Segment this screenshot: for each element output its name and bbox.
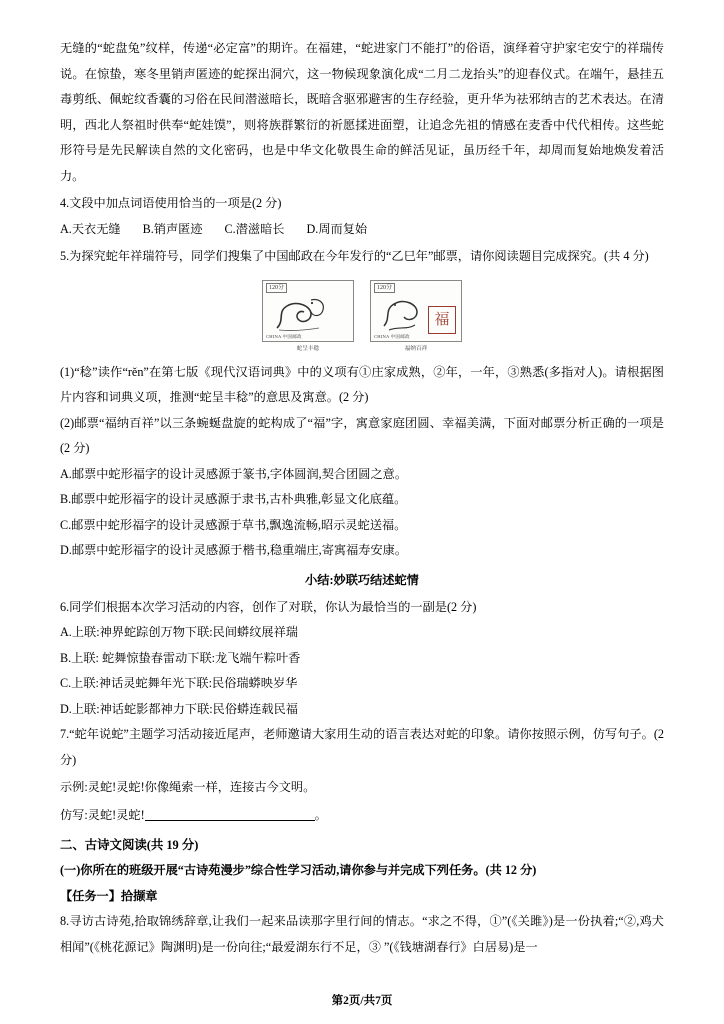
q6-option-d-bottom: 下联:民俗蟒连载民福	[184, 701, 298, 716]
stamp-country-text-2: CHINA 中国邮政	[374, 333, 410, 339]
question-5-sub1: (1)“稔”读作“rěn”在第七版《现代汉语词典》中的义项有①庄家成熟，②年，一年，③熟悉(多指对人)。请根据图片内容和词典义项，推测“蛇呈丰稔”的意思及寓意。(2 分)	[60, 364, 664, 404]
stamp-caption-2: 福纳百祥	[404, 345, 428, 352]
task-1-title: 【任务一】拾撷章	[60, 888, 158, 903]
q4-option-d[interactable]: D.周而复始	[306, 221, 368, 236]
stamp-denomination-1: 120分	[266, 283, 287, 293]
question-4-options	[60, 217, 664, 243]
question-5-stem: 5.为探究蛇年祥瑞符号，同学们搜集了中国邮政在今年发行的“乙巳年”邮票，请你阅读题目完成探究。(共 4 分)	[60, 249, 649, 263]
q5-option-b[interactable]: B.邮票中蛇形福字的设计灵感源于隶书,古朴典雅,彰显文化底蕴。	[60, 492, 407, 506]
q4-option-c[interactable]: C.潜滋暗长	[224, 221, 285, 236]
stamp-denomination-2: 120分	[374, 283, 395, 293]
q5-option-a[interactable]: A.邮票中蛇形福字的设计灵感源于篆书,字体圆润,契合团圆之意。	[60, 466, 408, 481]
stamp-image-snake-harvest	[262, 280, 354, 342]
q6-option-c[interactable]	[60, 671, 664, 697]
question-7-example: 示例:灵蛇!灵蛇!你像绳索一样，连接古今文明。	[60, 780, 316, 794]
stamp-figure-group	[60, 280, 664, 352]
section-2-subtitle: (一)你所在的班级开展“古诗苑漫步”综合性学习活动,请你参与并完成下列任务。(共 12 分)	[60, 863, 537, 877]
stamp-item-2	[370, 280, 462, 352]
q6-option-d-top: D.上联:神话蛇影都神力	[60, 701, 185, 716]
q6-option-b[interactable]	[60, 646, 664, 672]
q6-option-b-top: B.上联: 蛇舞惊蛰春雷动	[60, 650, 188, 665]
question-4-stem: 4.文段中加点词语使用恰当的一项是(2 分)	[60, 196, 282, 210]
q6-option-a[interactable]	[60, 620, 664, 646]
question-7-answer-blank[interactable]	[145, 807, 315, 821]
question-7-answer-end: 。	[314, 807, 327, 822]
summary-line: 小结:妙联巧结述蛇情	[305, 572, 419, 587]
paragraph-snake-culture: 无缝的“蛇盘兔”纹样，传递“必定富”的期许。在福建，“蛇进家门不能打”的俗语，演绎着守护家宅安宁的祥瑞传说。在惊蛰，寒冬里销声匿迹的蛇探出洞穴，这一物候现象演化成“二月二龙抬头”的迎春仪式。在端午，悬挂五毒剪纸、佩蛇纹香囊的习俗在民间潜滋暗长，既暗含驱邪避害的生存经验，更升华为祛邪纳吉的艺术表达。在清明，西北人祭祖时供奉“蛇娃馍”，则将族群繁衍的祈愿揉进面塑，让追念先祖的情感在麦香中代代相传。这些蛇形符号是先民解读自然的文化密码，也是中华文化敬畏生命的鲜活见证，虽历经千年，却周而复始地焕发着活力。	[60, 41, 664, 183]
question-7-answer-prompt: 仿写:灵蛇!灵蛇!	[60, 807, 145, 822]
stamp-fu-character: 福	[428, 306, 456, 334]
stamp-caption-1: 蛇呈丰稔	[296, 345, 320, 352]
snake-illustration-1	[271, 290, 333, 334]
q6-option-a-top: A.上联:神界蛇踪创万物	[60, 625, 185, 639]
stamp-country-text-1: CHINA 中国邮政	[266, 333, 302, 339]
question-6-stem: 6.同学们根据本次学习活动的内容，创作了对联，你认为最恰当的一副是(2 分)	[60, 599, 477, 614]
q4-option-a[interactable]: A.天衣无缝	[60, 221, 121, 236]
q6-option-b-bottom: 下联:龙飞端午粽叶香	[187, 650, 301, 665]
stamp-image-fu-blessing	[370, 280, 462, 342]
stamp-item-1	[262, 280, 354, 352]
section-2-title: 二、古诗文阅读(共 19 分)	[60, 838, 199, 852]
q6-option-c-top: C.上联:神话灵蛇舞年光	[60, 676, 185, 690]
question-7-answer-row	[60, 803, 664, 829]
q6-option-d[interactable]	[60, 697, 664, 723]
page-footer: 第2页/共7页	[331, 995, 393, 1007]
q6-option-a-bottom: 下联:民间蟒纹展祥瑞	[184, 625, 298, 639]
q4-option-b[interactable]: B.销声匿迹	[142, 221, 203, 236]
question-7-stem: 7.“蛇年说蛇”主题学习活动接近尾声，老师邀请大家用生动的语言表达对蛇的印象。请你按照示例，仿写句子。(2 分)	[60, 727, 664, 767]
question-5-sub2: (2)邮票“福纳百祥”以三条蜿蜒盘旋的蛇构成了“福”字，寓意家庭团圆、幸福美满，下面对邮票分析正确的一项是(2 分)	[60, 415, 664, 455]
question-8-stem: 8.寻访古诗苑,拾取锦绣辞章,让我们一起来品读那字里行间的情志。“求之不得，①”(《关雎》)是一份执着;“②,鸡犬相闻”(《桃花源记》陶渊明)是一份向往;“最爱湖东行不足，③ ”(《钱塘湖春行》白居易)是一	[60, 914, 664, 954]
q5-option-c[interactable]: C.邮票中蛇形福字的设计灵感源于草书,飘逸流畅,昭示灵蛇送福。	[60, 517, 407, 532]
q6-option-c-bottom: 下联:民俗瑞蟒映岁华	[184, 676, 298, 690]
q5-option-d[interactable]: D.邮票中蛇形福字的设计灵感源于楷书,稳重端庄,寄寓福寿安康。	[60, 543, 408, 557]
